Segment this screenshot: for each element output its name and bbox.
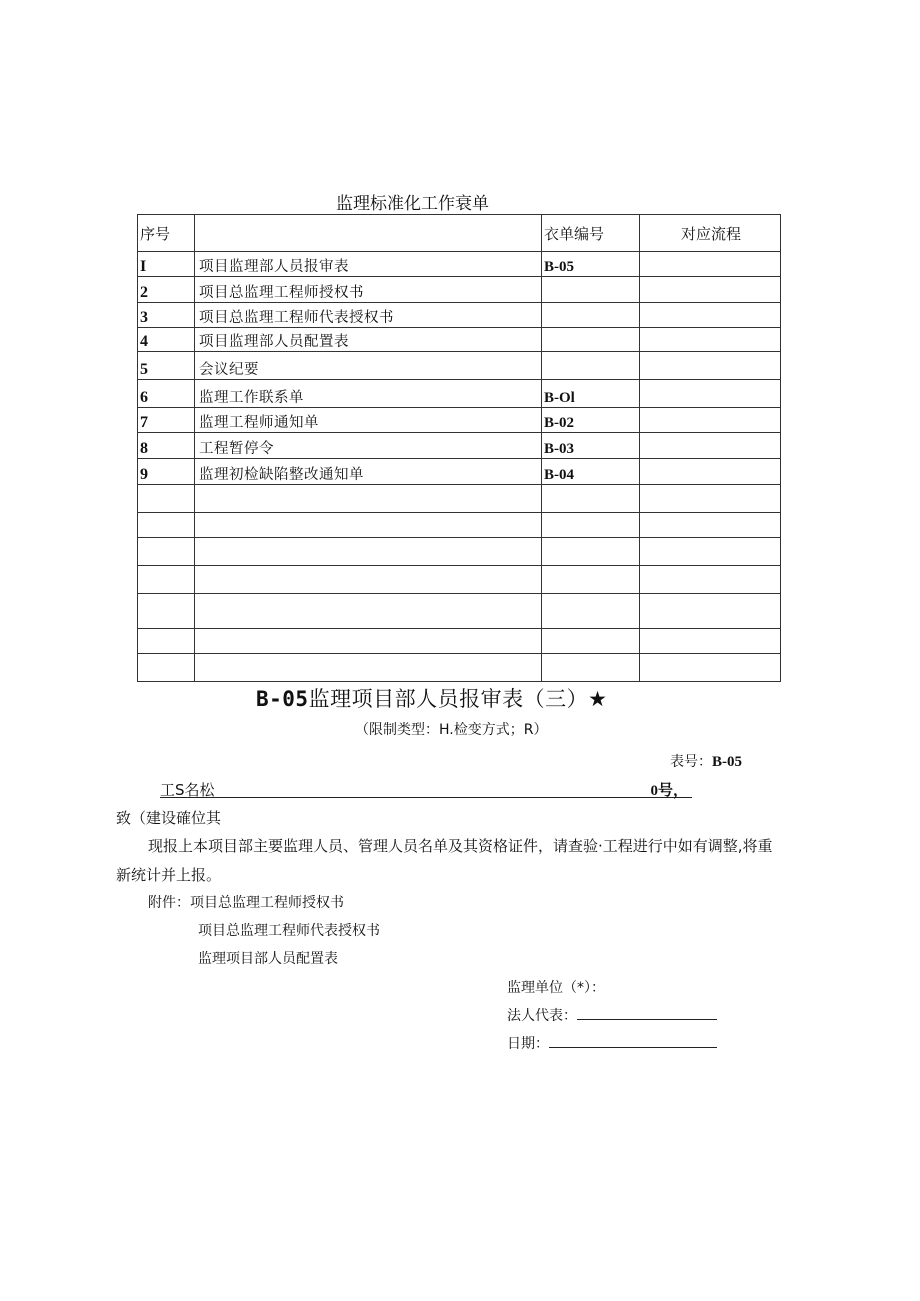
header-no: 序号 xyxy=(138,215,195,252)
row-flow xyxy=(640,352,781,380)
signature-legal-rep xyxy=(507,1005,717,1025)
row-code xyxy=(542,303,640,328)
row-flow xyxy=(640,594,781,629)
row-code: B-04 xyxy=(542,459,640,485)
row-flow xyxy=(640,328,781,352)
table-row xyxy=(138,485,781,513)
form-title xyxy=(256,683,607,713)
row-no: 7 xyxy=(138,408,195,433)
form-number-value: B-05 xyxy=(712,754,742,770)
body-text-line-1: 现报上本项目部主要监理人员、管理人员名单及其资格证件，请查验·工程进行中如有调整,将重 xyxy=(148,837,773,855)
attachment-line-1: 附件：项目总监理工程师授权书 xyxy=(148,895,344,911)
row-code xyxy=(542,277,640,303)
table-row xyxy=(138,538,781,566)
table-row xyxy=(138,654,781,682)
row-code xyxy=(542,352,640,380)
table-row xyxy=(138,303,781,328)
row-name: 项目总监理工程师代表授权书 xyxy=(195,303,542,328)
table-row xyxy=(138,513,781,538)
row-name xyxy=(195,513,542,538)
row-flow xyxy=(640,433,781,459)
row-no: 6 xyxy=(138,380,195,408)
row-no: 2 xyxy=(138,277,195,303)
row-name xyxy=(195,538,542,566)
row-code: B-Ol xyxy=(542,380,640,408)
row-no xyxy=(138,538,195,566)
row-no: I xyxy=(138,252,195,277)
row-code xyxy=(542,629,640,654)
row-code: B-03 xyxy=(542,433,640,459)
header-name xyxy=(195,215,542,252)
form-restriction: （限制类型：H.检变方式；R） xyxy=(355,722,548,738)
row-no xyxy=(138,629,195,654)
table-row xyxy=(138,459,781,485)
row-code xyxy=(542,513,640,538)
table-row xyxy=(138,352,781,380)
table-row xyxy=(138,629,781,654)
row-code xyxy=(542,538,640,566)
row-flow xyxy=(640,629,781,654)
row-code: B-02 xyxy=(542,408,640,433)
table-header-row xyxy=(138,215,781,252)
row-no xyxy=(138,566,195,594)
row-flow xyxy=(640,566,781,594)
project-name-line xyxy=(160,779,692,798)
date-blank xyxy=(549,1033,717,1048)
legal-rep-blank xyxy=(577,1005,717,1020)
row-flow xyxy=(640,485,781,513)
table-row xyxy=(138,328,781,352)
list-title: 监理标准化工作衰单 xyxy=(336,194,489,214)
form-title-text: 监理项目部人员报审表（三）★ xyxy=(308,687,608,711)
row-flow xyxy=(640,277,781,303)
row-flow xyxy=(640,408,781,433)
row-name: 监理工作联系单 xyxy=(195,380,542,408)
signature-date-label: 日期： xyxy=(507,1036,549,1052)
row-name xyxy=(195,566,542,594)
header-code: 衣单编号 xyxy=(542,215,640,252)
row-no: 9 xyxy=(138,459,195,485)
table-row xyxy=(138,277,781,303)
table-row xyxy=(138,252,781,277)
row-no: 8 xyxy=(138,433,195,459)
form-number xyxy=(670,751,742,771)
row-code xyxy=(542,594,640,629)
row-name: 监理初检缺陷整改通知单 xyxy=(195,459,542,485)
header-flow: 对应流程 xyxy=(640,215,781,252)
row-code xyxy=(542,566,640,594)
attachment-line-3: 监理项目部人员配置表 xyxy=(198,951,338,967)
project-number: 0号， xyxy=(650,783,688,799)
row-no: 4 xyxy=(138,328,195,352)
row-code xyxy=(542,328,640,352)
row-name: 监理工程师通知单 xyxy=(195,408,542,433)
row-flow xyxy=(640,538,781,566)
project-name-label: 工S名松 xyxy=(160,781,215,799)
signature-date xyxy=(507,1033,717,1053)
standardization-table xyxy=(137,214,781,682)
form-title-code: B-05 xyxy=(256,687,309,711)
table-row xyxy=(138,433,781,459)
row-no xyxy=(138,513,195,538)
row-name xyxy=(195,629,542,654)
row-no xyxy=(138,594,195,629)
row-name xyxy=(195,654,542,682)
signature-legal-rep-label: 法人代表： xyxy=(507,1008,577,1024)
table-row xyxy=(138,380,781,408)
body-text-line-2: 新统计并上报。 xyxy=(116,866,222,884)
row-code: B-05 xyxy=(542,252,640,277)
row-code xyxy=(542,485,640,513)
row-flow xyxy=(640,252,781,277)
row-flow xyxy=(640,380,781,408)
row-name: 工程暂停令 xyxy=(195,433,542,459)
row-name: 项目监理部人员报审表 xyxy=(195,252,542,277)
row-flow xyxy=(640,513,781,538)
row-no: 5 xyxy=(138,352,195,380)
table-row xyxy=(138,566,781,594)
signature-unit: 监理单位（*）： xyxy=(507,980,605,996)
row-no xyxy=(138,654,195,682)
row-no xyxy=(138,485,195,513)
row-code xyxy=(542,654,640,682)
attachment-line-2: 项目总监理工程师代表授权书 xyxy=(198,923,380,939)
row-no: 3 xyxy=(138,303,195,328)
table-row xyxy=(138,408,781,433)
row-name xyxy=(195,594,542,629)
table-row xyxy=(138,594,781,629)
row-name xyxy=(195,485,542,513)
row-name: 项目总监理工程师授权书 xyxy=(195,277,542,303)
row-flow xyxy=(640,303,781,328)
form-number-label: 表号： xyxy=(670,754,712,770)
addressee-line: 致（建设確位其 xyxy=(116,809,222,827)
row-name: 会议纪要 xyxy=(195,352,542,380)
row-flow xyxy=(640,654,781,682)
row-name: 项目监理部人员配置表 xyxy=(195,328,542,352)
row-flow xyxy=(640,459,781,485)
